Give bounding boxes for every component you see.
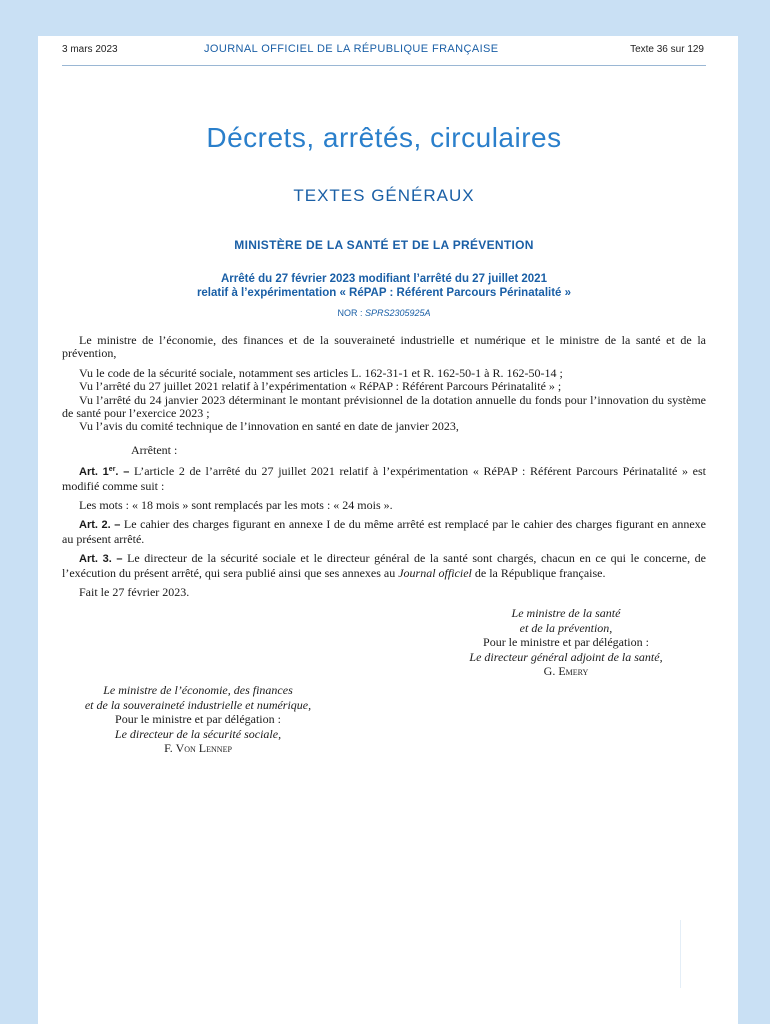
subsection-title: TEXTES GÉNÉRAUX [293,186,475,205]
article-2-label: Art. 2. – [79,519,121,532]
running-header [62,44,706,60]
article-1-amendment: Les mots : « 18 mois » sont remplacés par les mots : « 24 mois ». [79,498,393,513]
sig-left-name: F. Von Lennep [164,741,232,756]
article-3-journal-officiel: Journal officiel [398,565,472,580]
signature-block-economie [48,683,348,756]
article-2-text: Le cahier des charges figurant en annexe I de du même arrêté est remplacé par le cahier des charges figurant en annexe au présent arrêté. [62,517,706,546]
article-2 [62,518,706,546]
nor-code: SPRS2305925A [364,308,431,318]
sig-left-line-4: Le directeur de la sécurité sociale, [114,726,282,741]
nor-reference [62,308,706,318]
article-3-text-b: de la République française. [471,565,606,580]
arrete-title-line-2: relatif à l’expérimentation « RéPAP : Référent Parcours Périnatalité » [196,287,572,299]
sig-right-line-3: Pour le ministre et par délégation : [483,635,649,650]
sig-right-line-4: Le directeur général adjoint de la santé, [469,649,663,664]
sig-left-line-3: Pour le ministre et par délégation : [115,712,281,727]
header-date: 3 mars 2023 [62,44,118,55]
article-1-label: Art. 1er. – [79,466,130,479]
preamble-vu-arrete-2023: Vu l’arrêté du 24 janvier 2023 déterminant le montant prévisionnel de la dotation annuelle du fonds pour l’innovation du système de santé pour l’exercice 2023 ; [62,392,706,421]
sig-right-name: G. Emery [543,664,589,679]
nor-label: NOR : [337,308,363,318]
article-3 [62,552,706,580]
arrete-title-line-1: Arrêté du 27 février 2023 modifiant l’arrêté du 27 juillet 2021 [221,273,547,285]
article-1 [62,463,706,493]
sig-right-line-1: Le ministre de la santé [511,606,621,620]
header-journal-title: JOURNAL OFFICIEL DE LA RÉPUBLIQUE FRANÇAISE [204,43,499,55]
arrete-title [62,272,706,300]
signature-block-sante [416,606,716,679]
header-text-number: Texte 36 sur 129 [630,44,704,55]
sig-left-line-2: et de la souveraineté industrielle et numérique, [84,697,312,712]
preamble-minister: Le ministre de l’économie, des finances et de la souveraineté industrielle et numérique et le ministre de la santé et de la prévention, [62,333,706,361]
document-body [62,334,706,600]
fait-le: Fait le 27 février 2023. [79,585,190,600]
ministry-heading: MINISTÈRE DE LA SANTÉ ET DE LA PRÉVENTION [234,238,534,252]
sig-left-line-1: Le ministre de l’économie, des finances [103,683,293,697]
preamble-vu-avis: Vu l’avis du comité technique de l’innovation en santé en date de janvier 2023, [79,419,459,434]
article-3-text-a: Le directeur de la sécurité sociale et le directeur général de la santé sont chargés, chacun en ce qui le concerne, de l’exécution du présent arrêté, qui sera publié ainsi que ses annexes au [62,551,706,580]
preamble-vu-code: Vu le code de la sécurité sociale, notamment ses articles L. 162-31-1 et R. 162-50-1 à R. 162-50-14 ; [79,365,563,380]
header-rule [62,65,706,66]
section-title: Décrets, arrêtés, circulaires [206,122,562,153]
preamble-vu-arrete-2021: Vu l’arrêté du 27 juillet 2021 relatif à l’expérimentation « RéPAP : Référent Parcours Périnatalité » ; [79,379,562,394]
article-1-text: L’article 2 de l’arrêté du 27 juillet 2021 relatif à l’expérimentation « RéPAP : Référent Parcours Périnatalité » est modifié comme suit : [62,464,706,493]
article-3-label: Art. 3. – [79,553,123,566]
sig-right-line-2: et de la prévention, [519,620,613,635]
arretent: Arrêtent : [131,442,178,457]
page-edge [680,920,737,988]
